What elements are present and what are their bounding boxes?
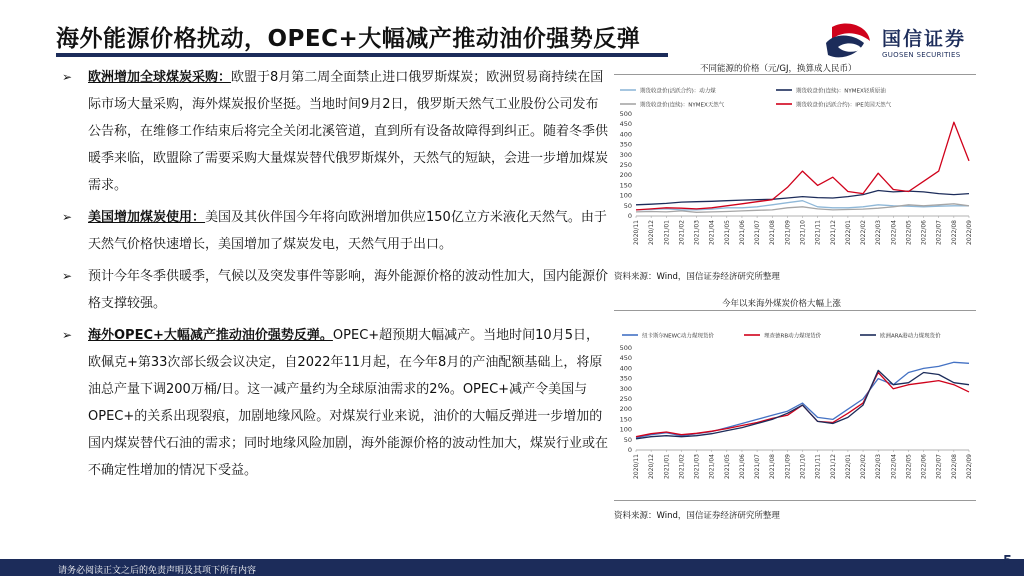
chart1-top-divider [614, 74, 976, 75]
page-number: 5 [1003, 554, 1013, 569]
y-tick-label: 350 [619, 374, 632, 383]
x-tick-label: 2020/12 [648, 454, 656, 479]
chart2-source: 资料来源：Wind，国信证券经济研究所整理 [614, 511, 780, 521]
x-tick-label: 2021/06 [738, 454, 746, 479]
y-tick-label: 50 [623, 201, 632, 210]
footer-disclaimer: 请务必阅读正文之后的免责声明及其项下所有内容 [58, 566, 257, 576]
logo-subtitle: GUOSEN SECURITIES [882, 51, 961, 59]
legend-label: 纽卡斯尔NEWC动力煤现货价 [642, 333, 714, 340]
bullet-text: 欧盟于8月第二周全面禁止进口俄罗斯煤炭；欧洲贸易商持续在国际市场大量采购，海外煤炭报价坚挺。当地时间9月2日，俄罗斯天然气工业股份公司发布公告称，在维修工作结束后将完全关闭北溪管道，直到所有设备故障得到纠正。随着冬季供暖季来临，欧盟除了需要采购大量煤炭替代俄罗斯煤外，天然气的短缺，会进一步增加煤炭需求。 [88, 70, 609, 193]
series-line [636, 370, 969, 438]
y-tick-label: 0 [627, 212, 632, 220]
y-tick-label: 450 [619, 120, 632, 129]
series-line [636, 362, 969, 438]
bullet-text: OPEC+超预期大幅减产。当地时间10月5日，欧佩克+第33次部长级会议决定，自2022年11月起，在今年8月的产油配额基础上，将原油总产量下调200万桶/日。这一减产量约为全球原油需求的2%。OPEC+减产令美国与OPEC+的关系出现裂痕，加剧地缘风险。对煤炭行业来说，油价的大幅反弹进一步增加的国内煤炭替代石油的需求；同时地缘风险加剧，海外能源价格的波动性加大，煤炭行业或在不确定性增加的情况下受益。 [88, 328, 609, 478]
x-tick-label: 2022/03 [875, 454, 883, 479]
legend-label: 期货收盘价(活跃合约)：IPE英国天然气 [796, 102, 892, 109]
x-tick-label: 2022/08 [950, 220, 958, 245]
x-tick-label: 2022/04 [890, 454, 898, 479]
bullet-item [62, 263, 610, 317]
y-tick-label: 100 [619, 425, 632, 434]
bullet-highlight: 欧洲增加全球煤炭采购： [88, 70, 232, 85]
x-tick-label: 2022/05 [905, 220, 913, 245]
x-tick-label: 2021/01 [663, 220, 671, 245]
y-tick-label: 500 [619, 110, 632, 118]
slide-title: 海外能源价格扰动，OPEC+大幅减产推动油价强势反弹 [56, 26, 641, 52]
arrow-bullet-icon: ➢ [62, 328, 73, 342]
y-tick-label: 400 [619, 364, 632, 373]
x-tick-label: 2022/07 [935, 220, 943, 245]
y-tick-label: 250 [619, 395, 632, 403]
bullet-highlight: 美国增加煤炭使用： [88, 210, 206, 225]
x-tick-label: 2021/08 [769, 220, 777, 245]
x-tick-label: 2022/07 [935, 454, 943, 479]
chart1-title: 不同能源的价格（元/GJ，换算成人民币） [700, 64, 857, 74]
bullet-text: 美国及其伙伴国今年将向欧洲增加供应150亿立方米液化天然气。由于天然气价格快速增长，美国增加了煤炭发电，天然气用于出口。 [88, 210, 607, 252]
overseas-coal-price-chart [614, 318, 976, 494]
x-tick-label: 2021/06 [738, 220, 746, 245]
x-tick-label: 2022/05 [905, 454, 913, 479]
legend-label: 期货收盘价(连续)：NYMEX轻质原油 [796, 88, 886, 95]
bullet-list [62, 64, 610, 484]
x-tick-label: 2021/07 [754, 454, 762, 479]
x-tick-label: 2022/02 [860, 220, 868, 245]
title-underline [56, 53, 668, 57]
bullet-item [62, 204, 610, 258]
y-tick-label: 500 [619, 344, 632, 352]
arrow-bullet-icon: ➢ [62, 210, 73, 224]
x-tick-label: 2022/03 [875, 220, 883, 245]
y-tick-label: 100 [619, 191, 632, 200]
y-tick-label: 400 [619, 130, 632, 139]
logo-name: 国信证券 [882, 28, 967, 50]
y-tick-label: 150 [619, 415, 632, 424]
x-tick-label: 2022/09 [966, 220, 973, 245]
x-tick-label: 2020/11 [633, 220, 640, 245]
legend-label: 期货收盘价(连续)：NYMEX天然气 [640, 102, 725, 109]
slide-header [0, 0, 1024, 64]
chart2-title: 今年以来海外煤炭价格大幅上涨 [722, 299, 842, 309]
arrow-bullet-icon: ➢ [62, 269, 73, 283]
bullet-item [62, 322, 610, 484]
x-tick-label: 2021/04 [708, 454, 716, 479]
x-tick-label: 2022/08 [950, 454, 958, 479]
chart2-top-divider [614, 310, 976, 311]
y-tick-label: 300 [619, 150, 632, 159]
y-tick-label: 250 [619, 161, 632, 169]
y-tick-label: 200 [619, 405, 632, 414]
x-tick-label: 2022/01 [844, 454, 852, 479]
chart1-source: 资料来源：Wind，国信证券经济研究所整理 [614, 272, 780, 282]
x-tick-label: 2021/02 [678, 220, 686, 245]
arrow-bullet-icon: ➢ [62, 70, 73, 84]
x-tick-label: 2021/08 [769, 454, 777, 479]
x-tick-label: 2022/06 [920, 220, 928, 245]
x-tick-label: 2021/10 [799, 454, 807, 479]
x-tick-label: 2022/09 [966, 454, 973, 479]
series-line [636, 191, 969, 205]
x-tick-label: 2022/01 [844, 220, 852, 245]
x-tick-label: 2021/02 [678, 454, 686, 479]
chart2-bottom-divider [614, 500, 976, 501]
x-tick-label: 2021/07 [754, 220, 762, 245]
x-tick-label: 2020/11 [633, 454, 640, 479]
legend-label: 欧洲ARA港动力煤现货价 [880, 333, 941, 340]
x-tick-label: 2021/01 [663, 454, 671, 479]
bullet-highlight: 海外OPEC+大幅减产推动油价强势反弹。 [88, 328, 333, 343]
x-tick-label: 2022/06 [920, 454, 928, 479]
y-tick-label: 450 [619, 354, 632, 363]
x-tick-label: 2022/02 [860, 454, 868, 479]
y-tick-label: 50 [623, 435, 632, 444]
bullet-text: 预计今年冬季供暖季，气候以及突发事件等影响，海外能源价格的波动性加大，国内能源价格支撑较强。 [88, 269, 609, 311]
x-tick-label: 2021/12 [829, 454, 837, 479]
legend-label: 理查德RB动力煤现货价 [764, 333, 822, 340]
x-tick-label: 2021/11 [814, 454, 822, 479]
x-tick-label: 2020/12 [648, 220, 656, 245]
energy-price-chart [614, 78, 976, 262]
x-tick-label: 2021/09 [784, 454, 792, 479]
y-tick-label: 0 [627, 446, 632, 454]
x-tick-label: 2021/05 [723, 220, 731, 245]
x-tick-label: 2021/09 [784, 220, 792, 245]
x-tick-label: 2021/11 [814, 220, 822, 245]
x-tick-label: 2021/05 [723, 454, 731, 479]
x-tick-label: 2021/04 [708, 220, 716, 245]
y-tick-label: 150 [619, 181, 632, 190]
x-tick-label: 2021/03 [693, 220, 701, 245]
bullet-item [62, 64, 610, 199]
x-tick-label: 2022/04 [890, 220, 898, 245]
x-tick-label: 2021/03 [693, 454, 701, 479]
x-tick-label: 2021/12 [829, 220, 837, 245]
y-tick-label: 200 [619, 171, 632, 180]
legend-label: 期货收盘价(活跃合约)：动力煤 [640, 88, 716, 95]
y-tick-label: 300 [619, 384, 632, 393]
y-tick-label: 350 [619, 140, 632, 149]
x-tick-label: 2021/10 [799, 220, 807, 245]
